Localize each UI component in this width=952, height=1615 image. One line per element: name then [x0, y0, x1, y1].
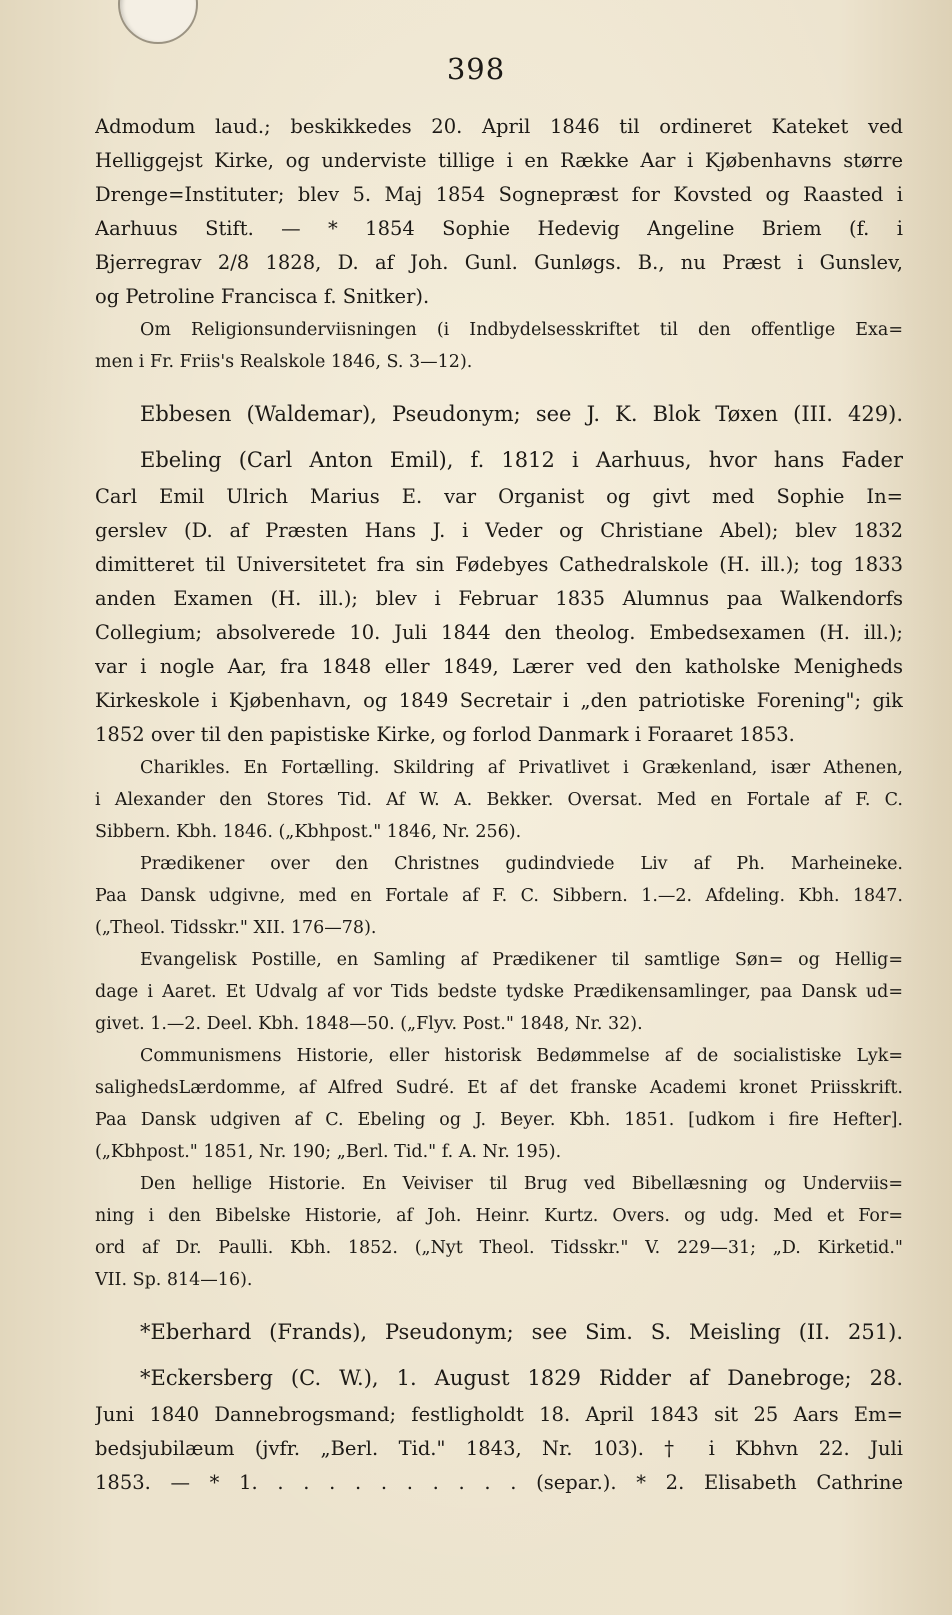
- text-line: dimitteret til Universitetet fra sin Fødebyes Cathedralskole (H. ill.); tog 1833: [95, 553, 903, 576]
- text-line: ning i den Bibelske Historie, af Joh. Heinr. Kurtz. Overs. og udg. Med et For=: [95, 1206, 903, 1226]
- spacer: [95, 378, 903, 394]
- text-line: Admodum laud.; beskikkedes 20. April 1846 til ordineret Kateket ved: [95, 115, 903, 138]
- text-line: givet. 1.—2. Deel. Kbh. 1848—50. („Flyv. Post." 1848, Nr. 32).: [95, 1014, 643, 1034]
- text-line: i Alexander den Stores Tid. Af W. A. Bekker. Oversat. Med en Fortale af F. C.: [95, 790, 903, 810]
- spacer: [95, 1296, 903, 1312]
- text-line: („Theol. Tidsskr." XII. 176—78).: [95, 918, 377, 938]
- text-line: Bjerregrav 2/8 1828, D. af Joh. Gunl. Gunløgs. B., nu Præst i Gunslev,: [95, 251, 903, 274]
- text-line: VII. Sp. 814—16).: [95, 1270, 253, 1290]
- text-line: Drenge=Instituter; blev 5. Maj 1854 Sognepræst for Kovsted og Raasted i: [95, 183, 903, 206]
- text-line: Paa Dansk udgiven af C. Ebeling og J. Beyer. Kbh. 1851. [udkom i fire Hefter].: [95, 1110, 903, 1130]
- text-line: Om Religionsunderviisningen (i Indbydelsesskriftet til den offentlige Exa=: [140, 320, 903, 340]
- text-line: Prædikener over den Christnes gudindviede Liv af Ph. Marheineke.: [140, 854, 903, 874]
- text-line: Juni 1840 Dannebrogsmand; festligholdt 18. April 1843 sit 25 Aars Em=: [95, 1403, 903, 1426]
- entry-heading-line: Ebeling (Carl Anton Emil), f. 1812 i Aarhuus, hvor hans Fader: [140, 448, 903, 472]
- text-line: salighedsLærdomme, af Alfred Sudré. Et af det franske Academi kronet Priisskrift.: [95, 1078, 903, 1098]
- text-line: 1852 over til den papistiske Kirke, og forlod Danmark i Foraaret 1853.: [95, 723, 795, 746]
- entry-heading-line: Ebbesen (Waldemar), Pseudonym; see J. K. Blok Tøxen (III. 429).: [140, 402, 903, 426]
- text-line: Kirkeskole i Kjøbenhavn, og 1849 Secretair i „den patriotiske Forening"; gik: [95, 689, 903, 712]
- entry-heading-line: *Eberhard (Frands), Pseudonym; see Sim. S. Meisling (II. 251).: [140, 1320, 903, 1344]
- text-line: bedsjubilæum (jvfr. „Berl. Tid." 1843, Nr. 103). † i Kbhvn 22. Juli: [95, 1437, 903, 1460]
- text-line: var i nogle Aar, fra 1848 eller 1849, Lærer ved den katholske Menigheds: [95, 655, 903, 678]
- text-line: Collegium; absolverede 10. Juli 1844 den theolog. Embedsexamen (H. ill.);: [95, 621, 903, 644]
- text-line: Charikles. En Fortælling. Skildring af Privatlivet i Grækenland, især Athenen,: [140, 758, 903, 778]
- text-line: Evangelisk Postille, en Samling af Prædikener til samtlige Søn= og Hellig=: [140, 950, 903, 970]
- text-line: anden Examen (H. ill.); blev i Februar 1835 Alumnus paa Walkendorfs: [95, 587, 903, 610]
- text-line: Carl Emil Ulrich Marius E. var Organist og givt med Sophie In=: [95, 485, 903, 508]
- text-line: („Kbhpost." 1851, Nr. 190; „Berl. Tid." f. A. Nr. 195).: [95, 1142, 562, 1162]
- text-line: Helliggejst Kirke, og underviste tillige i en Række Aar i Kjøbenhavns større: [95, 149, 903, 172]
- text-line: Den hellige Historie. En Veiviser til Brug ved Bibellæsning og Underviis=: [140, 1174, 903, 1194]
- text-line: og Petroline Francisca f. Snitker).: [95, 285, 430, 308]
- page-number: 398: [446, 52, 506, 86]
- text-line: dage i Aaret. Et Udvalg af vor Tids bedste tydske Prædikensamlinger, paa Dansk ud=: [95, 982, 903, 1002]
- text-line: Communismens Historie, eller historisk Bedømmelse af de socialistiske Lyk=: [140, 1046, 903, 1066]
- text-line: Paa Dansk udgivne, med en Fortale af F. C. Sibbern. 1.—2. Afdeling. Kbh. 1847.: [95, 886, 903, 906]
- text-line: ord af Dr. Paulli. Kbh. 1852. („Nyt Theol. Tidsskr." V. 229—31; „D. Kirketid.": [95, 1238, 903, 1258]
- entry-heading-line: *Eckersberg (C. W.), 1. August 1829 Ridder af Danebroge; 28.: [140, 1366, 903, 1390]
- text-line: gerslev (D. af Præsten Hans J. i Veder og Christiane Abel); blev 1832: [95, 519, 903, 542]
- text-line: Aarhuus Stift. — * 1854 Sophie Hedevig Angeline Briem (f. i: [95, 217, 903, 240]
- punch-hole: [118, 0, 198, 44]
- page-text: [95, 110, 903, 1500]
- text-line: Sibbern. Kbh. 1846. („Kbhpost." 1846, Nr. 256).: [95, 822, 522, 842]
- text-line: 1853. — * 1. . . . . . . . . . . (separ.). * 2. Elisabeth Cathrine: [95, 1471, 903, 1494]
- text-line: men i Fr. Friis's Realskole 1846, S. 3—12).: [95, 352, 473, 372]
